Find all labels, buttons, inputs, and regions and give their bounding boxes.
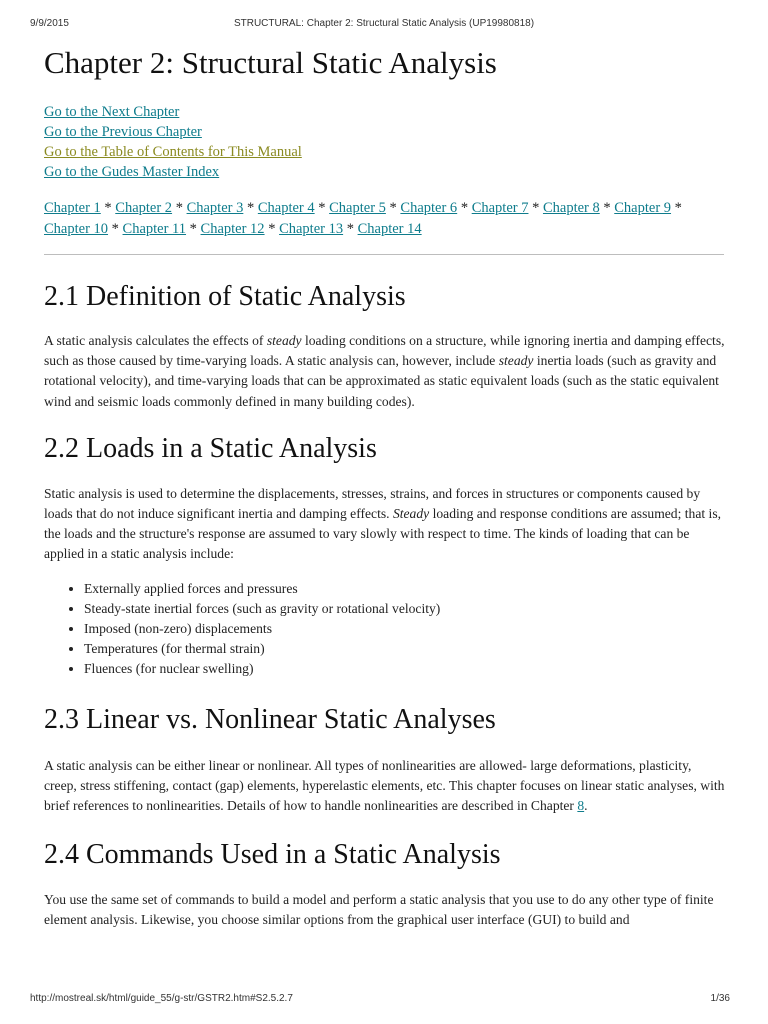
chapter-link-8[interactable]: Chapter 8: [542, 200, 600, 216]
text: A static analysis can be either linear or nonlinear. All types of nonlinearities are allowed- large deformations, plasticity, creep, stress stiffening, contact (gap) elements, hyperelastic elements, etc. This chapter focuses on linear static analyses, with brief references to nonlinearities. Details of how to handle nonlinearities are described in Chapter: [44, 757, 725, 814]
master-index-link[interactable]: Go to the Gudes Master Index: [44, 164, 220, 180]
chapter-link-7[interactable]: Chapter 7: [471, 200, 529, 216]
list-item: • Fluences (for nuclear swelling): [84, 659, 726, 679]
print-footer: [30, 993, 738, 1007]
chapter-title: Chapter 2: Structural Static Analysis: [44, 45, 497, 80]
list-item: • Temperatures (for thermal strain): [84, 639, 726, 659]
chapter-link-2[interactable]: Chapter 2: [115, 200, 173, 216]
text: loading and response conditions are assumed; that is, the loads and the structure's response are assumed to vary slowly with respect to time. The kinds of loading that can be applied in a static analysis include:: [44, 506, 722, 562]
chapter-link-12[interactable]: Chapter 12: [200, 221, 265, 237]
next-chapter-link[interactable]: Go to the Next Chapter: [44, 104, 180, 120]
chapter-link-5[interactable]: Chapter 5: [329, 200, 386, 216]
section-heading-2-3: 2.3 Linear vs. Nonlinear Static Analyses: [44, 703, 496, 735]
load-types-list: [44, 579, 726, 680]
print-page-number: 1/36: [710, 993, 730, 1004]
emphasis: steady: [266, 333, 302, 348]
emphasis: Steady: [392, 506, 430, 522]
section-2-3-paragraph: [44, 756, 726, 817]
chapter-link-9[interactable]: Chapter 9: [614, 200, 672, 216]
text: A static analysis calculates the effects of: [44, 333, 267, 348]
chapter-link-1[interactable]: Chapter 1: [44, 200, 101, 216]
list-item: • Steady-state inertial forces (such as gravity or rotational velocity): [84, 599, 726, 619]
print-url: http://mostreal.sk/html/guide_55/g-str/GSTR2.htm#S2.5.2.7: [30, 993, 293, 1004]
text: Static analysis is used to determine the displacements, stresses, strains, and forces in structures or components caused by loads that do not induce significant inertia and damping effects.: [44, 485, 701, 522]
chapter-link-4[interactable]: Chapter 4: [257, 200, 315, 216]
print-doc-title: STRUCTURAL: Chapter 2: Structural Static Analysis (UP19980818): [233, 18, 535, 29]
section-2-2-paragraph: [44, 484, 726, 565]
section-2-4-paragraph: You use the same set of commands to build a model and perform a static analysis that you use to do any other type of finite element analysis. Likewise, you choose similar options from the graphical user interface (GUI) to build and: [44, 892, 714, 928]
text: inertia loads (such as gravity and rotational velocity), and time-varying loads that can be approximated as static equivalent loads (such as the static equivalent wind and seismic loads commonly defined in many building codes).: [44, 353, 719, 409]
previous-chapter-link[interactable]: Go to the Previous Chapter: [44, 124, 202, 140]
chapter-link-10[interactable]: Chapter 10: [44, 221, 109, 237]
list-item: • Externally applied forces and pressures: [84, 579, 726, 599]
chapter-8-inline-link[interactable]: 8: [577, 798, 585, 814]
print-header: [30, 18, 738, 32]
section-heading-2-1: 2.1 Definition of Static Analysis: [44, 281, 406, 312]
chapter-link-6[interactable]: Chapter 6: [400, 200, 458, 216]
chapter-link-11[interactable]: Chapter 11: [122, 221, 187, 237]
section-2-1-paragraph: [44, 331, 726, 412]
divider: [44, 254, 724, 255]
list-item: • Imposed (non-zero) displacements: [84, 619, 726, 639]
section-heading-2-2: 2.2 Loads in a Static Analysis: [44, 432, 377, 464]
chapter-link-14[interactable]: Chapter 14: [357, 221, 422, 237]
text: .: [584, 798, 588, 814]
chapter-link-13[interactable]: Chapter 13: [279, 221, 344, 237]
print-date: 9/9/2015: [30, 18, 69, 29]
section-heading-2-4: 2.4 Commands Used in a Static Analysis: [44, 839, 501, 871]
text: loading conditions on a structure, while ignoring inertia and damping effects, such as those caused by time-varying loads. A static analysis can, however, include: [44, 333, 725, 369]
chapter-links: Chapter 1 * Chapter 2 * Chapter 3 * Chapter 4 * Chapter 5 * Chapter 6 * Chapter 7 * Chapter 8 * Chapter 9 * Chapter 10 * Chapter 11 * Chapter 12 * Chapter 13 * Chapter 14: [44, 200, 682, 237]
page-content: [44, 44, 726, 931]
nav-links: [44, 102, 726, 182]
chapter-link-3[interactable]: Chapter 3: [186, 200, 244, 216]
emphasis: steady: [498, 353, 534, 369]
table-of-contents-link[interactable]: Go to the Table of Contents for This Manual: [44, 144, 302, 160]
